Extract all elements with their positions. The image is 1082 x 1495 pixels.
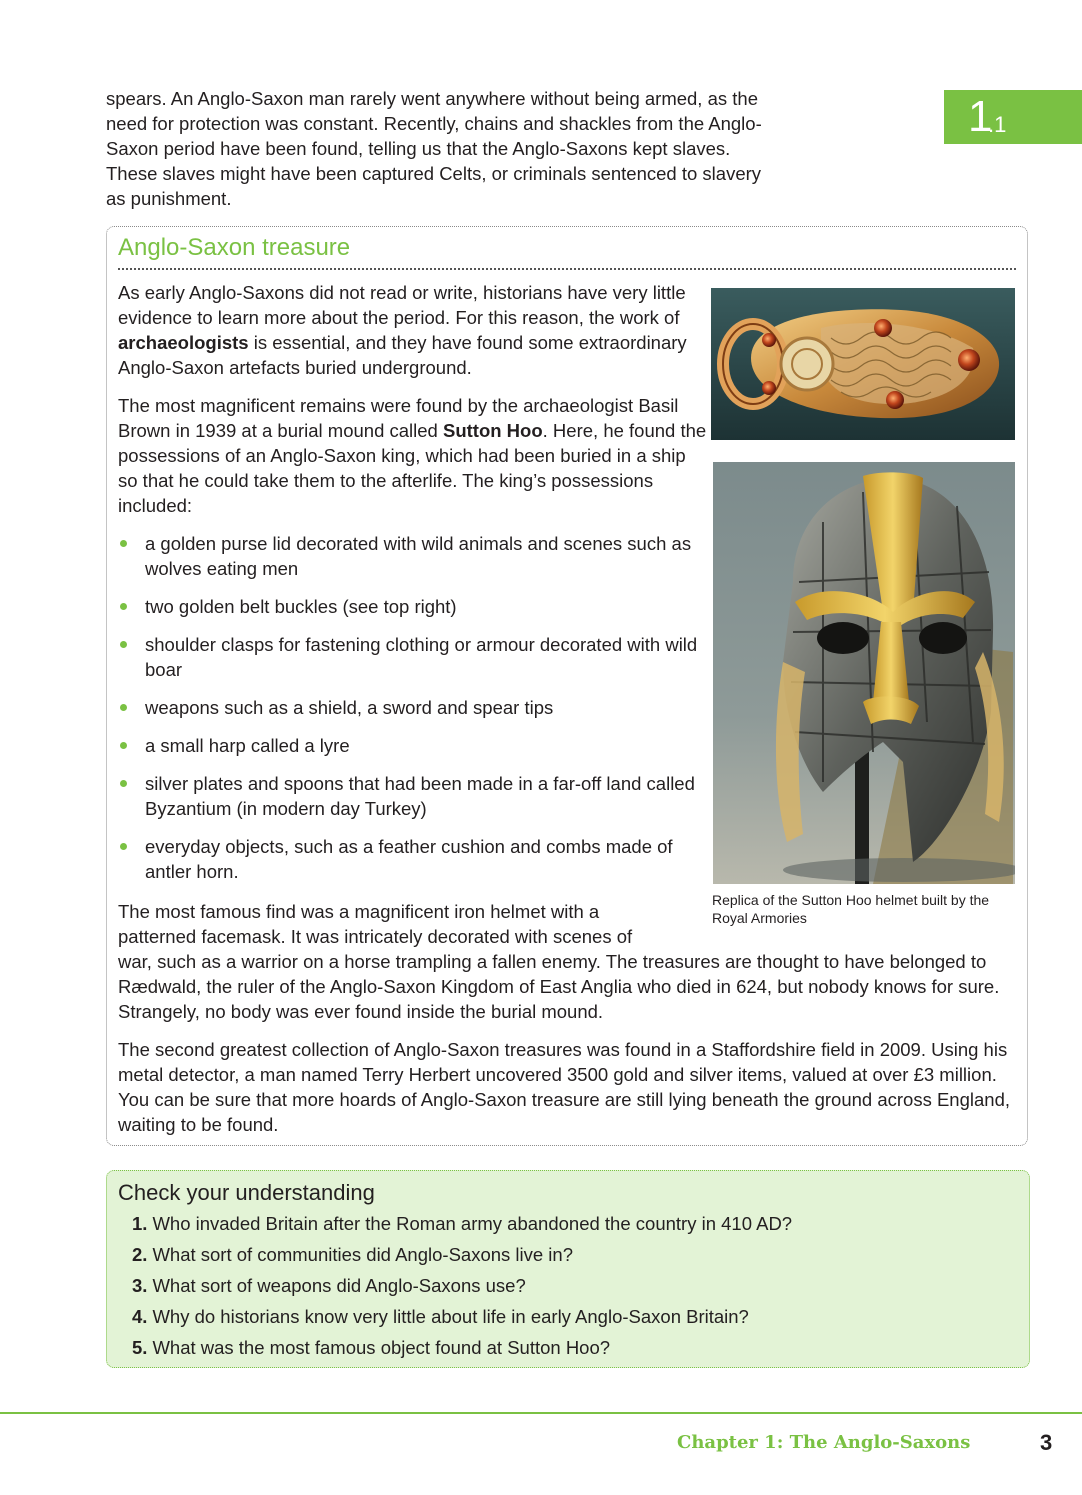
question-list [132, 1211, 792, 1366]
section-minor: .1 [988, 112, 1007, 137]
question-item: 2. What sort of communities did Anglo-Saxons live in? [132, 1244, 573, 1265]
treasure-paragraph-3: The most famous find was a magnificent iron helmet with a patterned facemask. It was intricately decorated with scenes of [118, 901, 633, 947]
bullet-icon [120, 742, 127, 749]
footer-divider [0, 1412, 1082, 1414]
treasure-lower-text [118, 899, 1020, 1150]
list-item: silver plates and spoons that had been made in a far-off land called Byzantium (in modern day Turkey) [118, 771, 708, 821]
list-item: shoulder clasps for fastening clothing or armour decorated with wild boar [118, 632, 708, 682]
check-understanding-title: Check your understanding [118, 1180, 375, 1205]
sutton-hoo-helmet-photo [713, 462, 1015, 884]
treasure-paragraph-1: As early Anglo-Saxons did not read or write, historians have very little evidence to learn more about the period. For this reason, the work of archaeologists is essential, and they have found some extraordinary Anglo-Saxon artefacts buried underground. [118, 282, 687, 378]
page-number: 3 [1040, 1430, 1053, 1455]
question-item: 4. Why do historians know very little about life in early Anglo-Saxon Britain? [132, 1306, 749, 1327]
bullet-icon [120, 704, 127, 711]
possessions-list [118, 531, 708, 884]
treasure-paragraph-2: The most magnificent remains were found by the archaeologist Basil Brown in 1939 at a burial mound called Sutton Hoo. Here, he found the possessions of an Anglo-Saxon king, which had been buried in a ship so that he could take them to the afterlife. The king’s possessions included: [118, 395, 707, 516]
bullet-icon [120, 603, 127, 610]
section-major: 1 [968, 92, 993, 141]
question-item: 1. Who invaded Britain after the Roman army abandoned the country in 410 AD? [132, 1213, 793, 1234]
helmet-caption: Replica of the Sutton Hoo helmet built by the Royal Armories [712, 892, 990, 926]
list-item: everyday objects, such as a feather cushion and combs made of antler horn. [118, 834, 708, 884]
list-item: two golden belt buckles (see top right) [118, 594, 708, 619]
list-item: weapons such as a shield, a sword and spear tips [118, 695, 708, 720]
treasure-column-text [118, 280, 708, 897]
treasure-paragraph-4: The second greatest collection of Anglo-Saxon treasures was found in a Staffordshire field in 2009. Using his metal detector, a man named Terry Herbert uncovered 3500 gold and silver items, valued at over £3 million. You can be sure that more hoards of Anglo-Saxon treasure are still lying beneath the ground across England, waiting to be found. [118, 1039, 1010, 1135]
keyword-archaeologists: archaeologists [118, 332, 249, 353]
keyword-sutton-hoo: Sutton Hoo [442, 420, 543, 441]
bullet-icon [120, 540, 127, 547]
chapter-title: Chapter 1: The Anglo-Saxons [677, 1432, 971, 1453]
heading-divider [118, 268, 1016, 270]
intro-paragraph: spears. An Anglo-Saxon man rarely went anywhere without being armed, as the need for protection was constant. Recently, chains and shackles from the Anglo-Saxon period have been found, telling us that the Anglo-Saxons kept slaves. These slaves might have been captured Celts, or criminals sentenced to slavery as punishment. [106, 88, 762, 209]
treasure-heading: Anglo-Saxon treasure [118, 234, 351, 261]
list-item: a small harp called a lyre [118, 733, 708, 758]
question-item: 5. What was the most famous object found at Sutton Hoo? [132, 1337, 611, 1358]
bullet-icon [120, 843, 127, 850]
bullet-icon [120, 641, 127, 648]
belt-buckle-photo [711, 288, 1015, 440]
treasure-paragraph-3-continued: war, such as a warrior on a horse trampling a fallen enemy. The treasures are thought to have belonged to Rædwald, the ruler of the Anglo-Saxon Kingdom of East Anglia who died in 624, but nobody knows for sure. Strangely, no body was ever found inside the burial mound. [118, 951, 1000, 1022]
section-number-tab [944, 90, 1082, 144]
question-item: 3. What sort of weapons did Anglo-Saxons use? [132, 1275, 526, 1296]
list-item: a golden purse lid decorated with wild animals and scenes such as wolves eating men [118, 531, 708, 581]
bullet-icon [120, 780, 127, 787]
